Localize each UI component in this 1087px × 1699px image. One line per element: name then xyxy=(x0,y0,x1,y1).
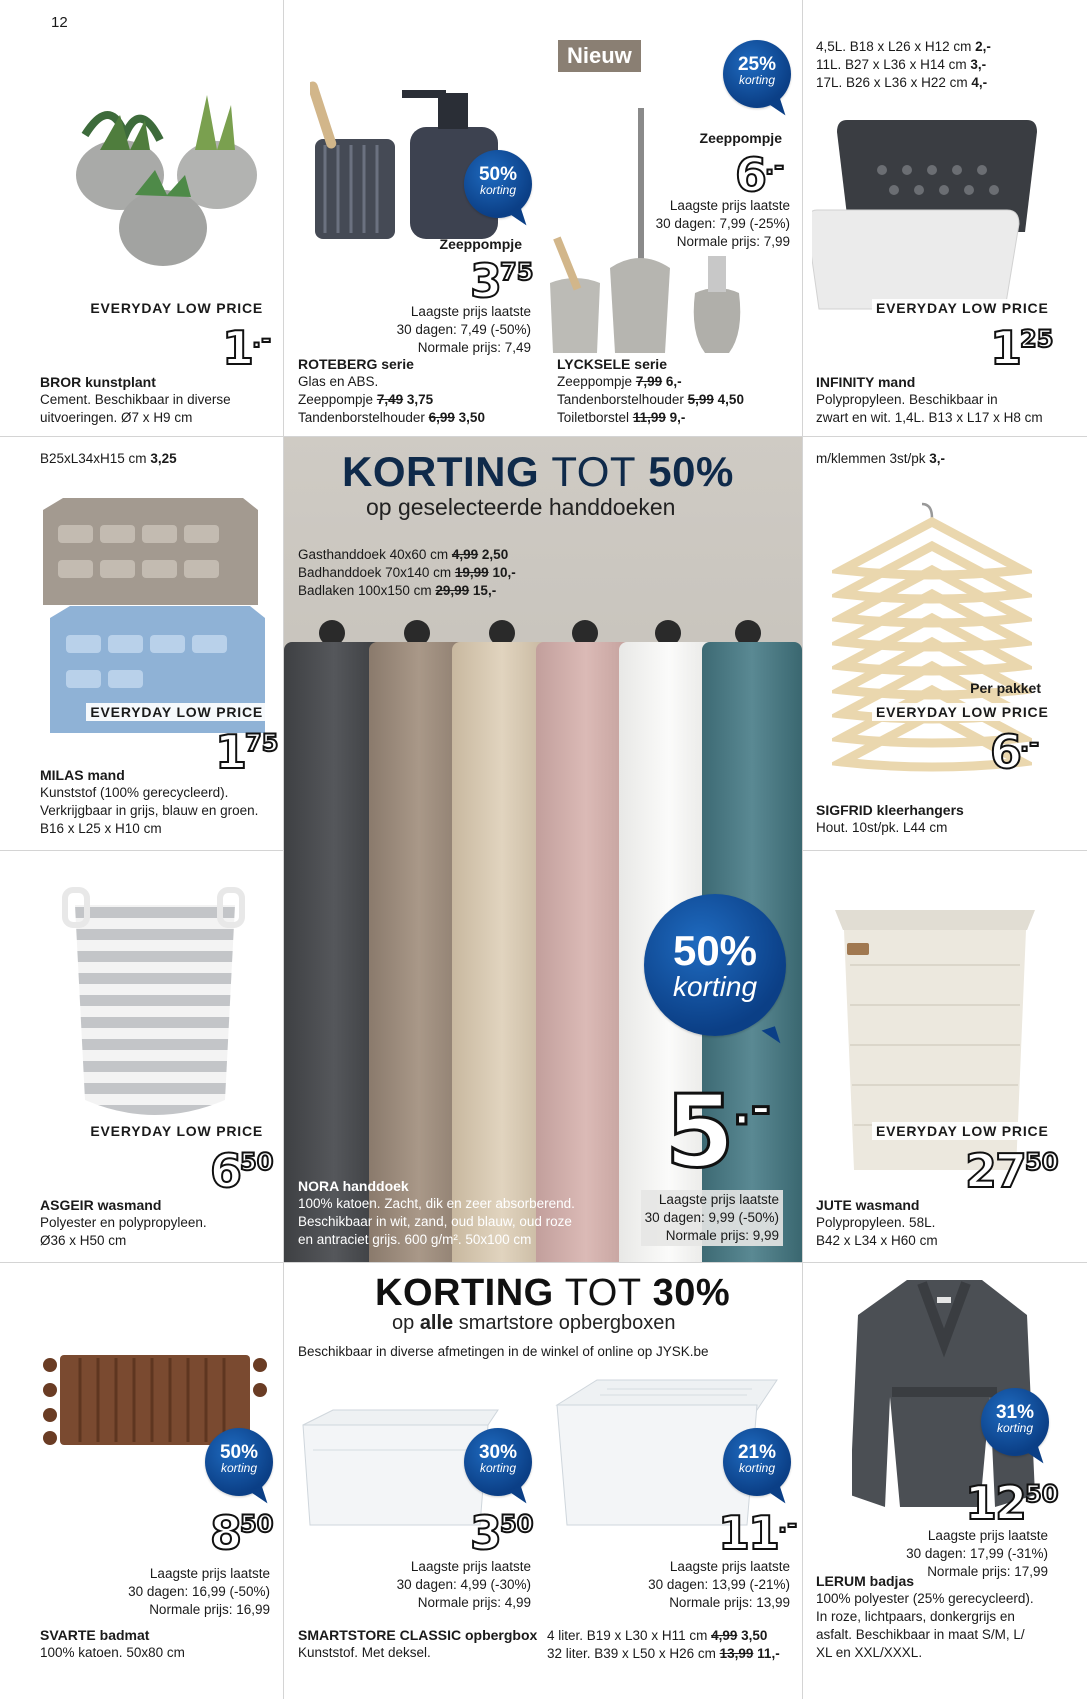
product-name: SVARTE badmat xyxy=(40,1627,150,1643)
towels-heading: KORTING TOT 50% xyxy=(342,448,734,495)
everyday-low-price-label: EVERYDAY LOW PRICE xyxy=(872,703,1053,721)
product-name: BROR kunstplant xyxy=(40,374,156,390)
price: 350 xyxy=(470,1506,534,1560)
divider xyxy=(802,850,1087,851)
page-number: 12 xyxy=(51,14,68,31)
product-name: ASGEIR wasmand xyxy=(40,1197,162,1213)
product-name: JUTE wasmand xyxy=(816,1197,920,1213)
per-package-label: Per pakket xyxy=(970,680,1041,696)
lowest-price-info: Laagste prijs laatste 30 dagen: 9,99 (-50%) Normale prijs: 9,99 xyxy=(641,1190,783,1246)
price: 1250 xyxy=(965,1476,1059,1530)
discount-badge: 25% korting xyxy=(723,40,791,108)
new-label: Nieuw xyxy=(558,40,641,72)
product-description: 100% katoen. 50x80 cm xyxy=(40,1645,185,1660)
striped-laundry-basket-image xyxy=(60,885,250,1130)
product-description: Polypropyleen. Beschikbaar in zwart en wit. 1,4L. B13 x L17 x H8 cm xyxy=(816,392,1043,425)
everyday-low-price-label: EVERYDAY LOW PRICE xyxy=(86,703,267,721)
succulent-plants-image xyxy=(45,80,270,270)
smartstore-subheading: op alle smartstore opbergboxen xyxy=(392,1312,676,1334)
lowest-price-info: Laagste prijs laatste 30 dagen: 4,99 (-30%) Normale prijs: 4,99 xyxy=(396,1559,531,1610)
product-description: Kunststof (100% gerecycleerd). Verkrijgbaar in grijs, blauw en groen. B16 x L25 x H10 cm xyxy=(40,785,259,836)
divider xyxy=(0,850,284,851)
product-name: ROTEBERG serie xyxy=(298,356,414,372)
price: 6.- xyxy=(735,148,785,202)
product-name: MILAS mand xyxy=(40,767,125,783)
price: 125 xyxy=(990,321,1054,375)
availability-note: Beschikbaar in diverse afmetingen in de winkel of online op JYSK.be xyxy=(298,1344,709,1359)
discount-badge: 30% korting xyxy=(464,1428,532,1496)
product-name: SIGFRID kleerhangers xyxy=(816,802,964,818)
smartstore-heading: KORTING TOT 30% xyxy=(375,1272,731,1314)
size-price-list: 4,5L. B18 x L26 x H12 cm 2,- 11L. B27 x L36 x H14 cm 3,- 17L. B26 x L36 x H22 cm 4,- xyxy=(816,39,991,90)
product-description: Zeeppompje 7,99 6,- Tandenborstelhouder 5,99 4,50 Toiletborstel 11,99 9,- xyxy=(557,374,744,425)
storage-baskets-image xyxy=(812,110,1062,325)
price: 6.- xyxy=(990,725,1040,779)
product-description: 100% polyester (25% gerecycleerd). In roze, lichtpaars, donkergrijs en asfalt. Beschikbaar in maat S/M, L/ XL en XXL/XXXL. xyxy=(816,1591,1034,1660)
everyday-low-price-label: EVERYDAY LOW PRICE xyxy=(86,1122,267,1140)
towel-size-list: Gasthanddoek 40x60 cm 4,99 2,50 Badhanddoek 70x140 cm 19,99 10,- Badlaken 100x150 cm 29,99 15,- xyxy=(298,547,516,598)
price: 375 xyxy=(470,254,534,308)
price: 650 xyxy=(210,1144,274,1198)
price: 11.- xyxy=(718,1506,798,1560)
lowest-price-info: Laagste prijs laatste 30 dagen: 13,99 (-21%) Normale prijs: 13,99 xyxy=(648,1559,790,1610)
price: 2750 xyxy=(965,1144,1059,1198)
discount-badge-large: 50% korting xyxy=(644,894,786,1036)
size-price-list: 4 liter. B19 x L30 x H11 cm 4,99 3,50 32 liter. B39 x L50 x H26 cm 13,99 11,- xyxy=(547,1628,780,1661)
lowest-price-info: Laagste prijs laatste 30 dagen: 7,49 (-50%) Normale prijs: 7,49 xyxy=(396,304,531,355)
product-name: LERUM badjas xyxy=(816,1573,915,1589)
towels-subheading: op geselecteerde handdoeken xyxy=(366,494,676,520)
product-description: Polyester en polypropyleen. Ø36 x H50 cm xyxy=(40,1215,207,1248)
discount-badge: 31% korting xyxy=(981,1388,1049,1456)
stone-bathroom-set-image xyxy=(545,108,750,353)
product-name: SMARTSTORE CLASSIC opbergbox xyxy=(298,1627,538,1643)
size-price: m/klemmen 3st/pk 3,- xyxy=(816,451,946,466)
discount-badge: 21% korting xyxy=(723,1428,791,1496)
product-description: Polypropyleen. 58L. B42 x L34 x H60 cm xyxy=(816,1215,938,1248)
product-description: Glas en ABS. Zeeppompje 7,49 3,75 Tandenborstelhouder 6,99 3,50 xyxy=(298,374,485,425)
product-description: Kunststof. Met deksel. xyxy=(298,1645,431,1660)
product-name: INFINITY mand xyxy=(816,374,916,390)
price: 1.- xyxy=(222,321,272,375)
price: 175 xyxy=(215,725,279,779)
discount-badge: 50% korting xyxy=(464,150,532,218)
lowest-price-info: Laagste prijs laatste 30 dagen: 16,99 (-50%) Normale prijs: 16,99 xyxy=(128,1566,270,1617)
everyday-low-price-label: EVERYDAY LOW PRICE xyxy=(86,299,267,317)
everyday-low-price-label: EVERYDAY LOW PRICE xyxy=(872,299,1053,317)
product-description: 100% katoen. Zacht, dik en zeer absorberend. Beschikbaar in wit, zand, oud blauw, oud roze en antraciet grijs. 600 g/m². 50x100 cm xyxy=(298,1196,575,1247)
divider xyxy=(0,1262,1087,1263)
product-name: NORA handdoek xyxy=(298,1178,409,1194)
lowest-price-info: Laagste prijs laatste 30 dagen: 17,99 (-31%) Normale prijs: 17,99 xyxy=(906,1528,1048,1579)
everyday-low-price-label: EVERYDAY LOW PRICE xyxy=(872,1122,1053,1140)
size-price: B25xL34xH15 cm 3,25 xyxy=(40,451,177,466)
product-description: Cement. Beschikbaar in diverse uitvoeringen. Ø7 x H9 cm xyxy=(40,392,231,425)
product-description: Hout. 10st/pk. L44 cm xyxy=(816,820,948,835)
price: 5.- xyxy=(665,1073,771,1190)
product-name: LYCKSELE serie xyxy=(557,356,667,372)
product-subtitle: Zeeppompje xyxy=(439,236,522,252)
discount-badge: 50% korting xyxy=(205,1428,273,1496)
product-subtitle: Zeeppompje xyxy=(699,130,782,146)
lowest-price-info: Laagste prijs laatste 30 dagen: 7,99 (-25%) Normale prijs: 7,99 xyxy=(655,198,790,249)
price: 850 xyxy=(210,1506,274,1560)
